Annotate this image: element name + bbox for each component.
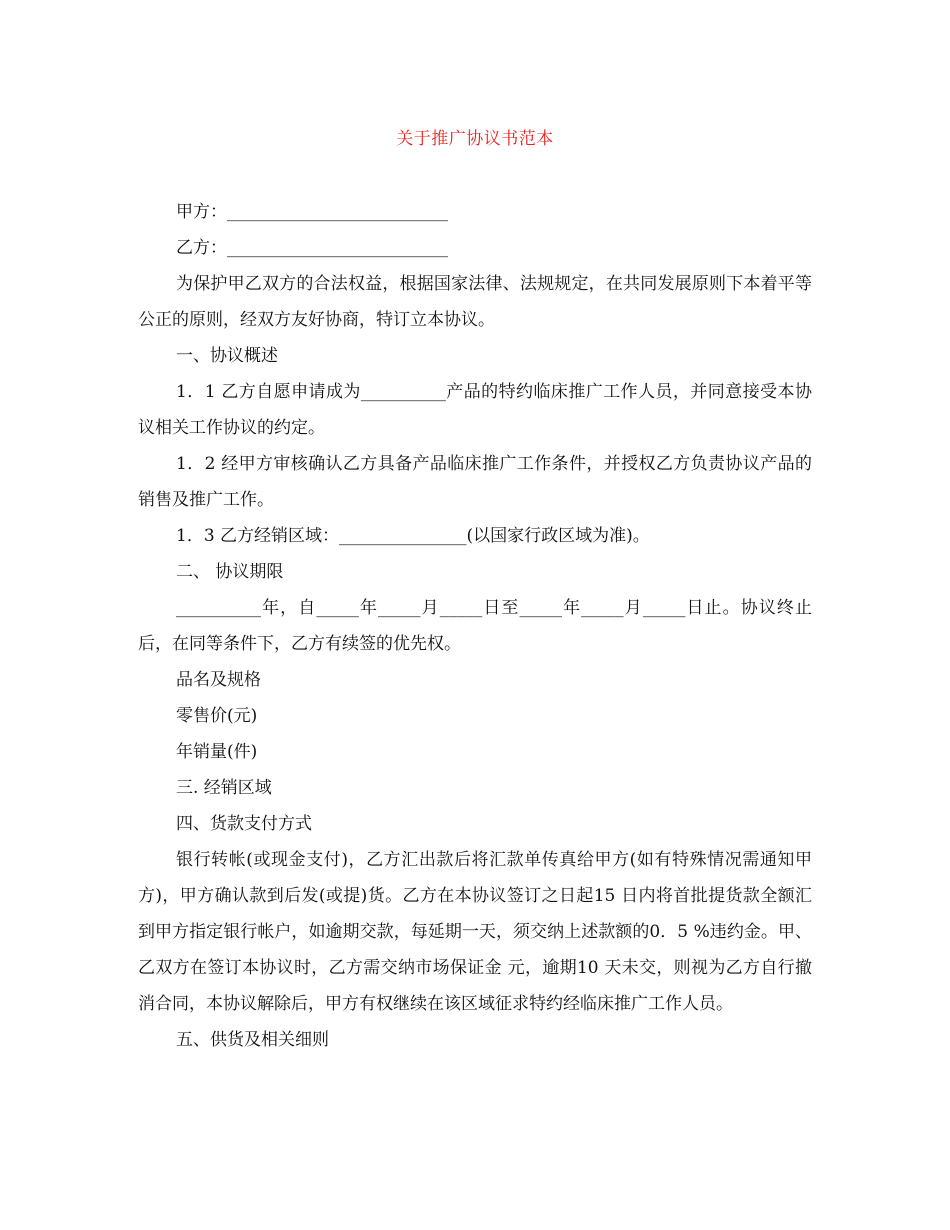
document-title: 关于推广协议书范本	[396, 129, 554, 149]
retail-price-line: 零售价(元)	[176, 706, 258, 726]
annual-sales-line: 年销量(件)	[176, 742, 258, 762]
party-a-line: 甲方：__________________________	[176, 202, 448, 222]
clause-1-1: 1．1 乙方自愿申请成为__________产品的特约临床推广工作人员，并同意接受本协议相关工作协议的约定。	[138, 382, 812, 438]
document-body	[138, 194, 812, 1058]
payment-paragraph: 银行转帐(或现金支付)，乙方汇出款后将汇款单传真给甲方(如有特殊情况需通知甲方)，甲方确认款到后发(或提)货。乙方在本协议签订之日起15 日内将首批提货款全额汇到甲方指定银行帐户，如逾期交款，每延期一天，须交纳上述款额的0．5 %违约金。甲、乙双方在签订本协议时，乙方需交纳市场保证金 元，逾期10 天未交，则视为乙方自行撤消合同，本协议解除后，甲方有权继续在该区域征求特约经临床推广工作人员。	[138, 850, 812, 1014]
preamble-paragraph: 为保护甲乙双方的合法权益，根据国家法律、法规规定，在共同发展原则下本着平等公正的原则，经双方友好协商，特订立本协议。	[138, 274, 812, 330]
product-spec-line: 品名及规格	[176, 670, 261, 690]
term-paragraph: __________年，自_____年_____月_____日至_____年_____月_____日止。协议终止后，在同等条件下，乙方有续签的优先权。	[138, 598, 812, 654]
section-heading-payment: 四、货款支付方式	[176, 814, 312, 834]
party-b-line: 乙方：__________________________	[176, 238, 448, 258]
section-heading-overview: 一、协议概述	[176, 346, 278, 366]
section-heading-supply: 五、供货及相关细则	[176, 1030, 329, 1050]
clause-1-2: 1．2 经甲方审核确认乙方具备产品临床推广工作条件，并授权乙方负责协议产品的销售及推广工作。	[138, 454, 812, 510]
section-heading-region: 三. 经销区域	[176, 778, 272, 798]
clause-1-3: 1．3 乙方经销区域：_______________(以国家行政区域为准)。	[176, 526, 650, 546]
section-heading-term: 二、 协议期限	[176, 562, 284, 582]
